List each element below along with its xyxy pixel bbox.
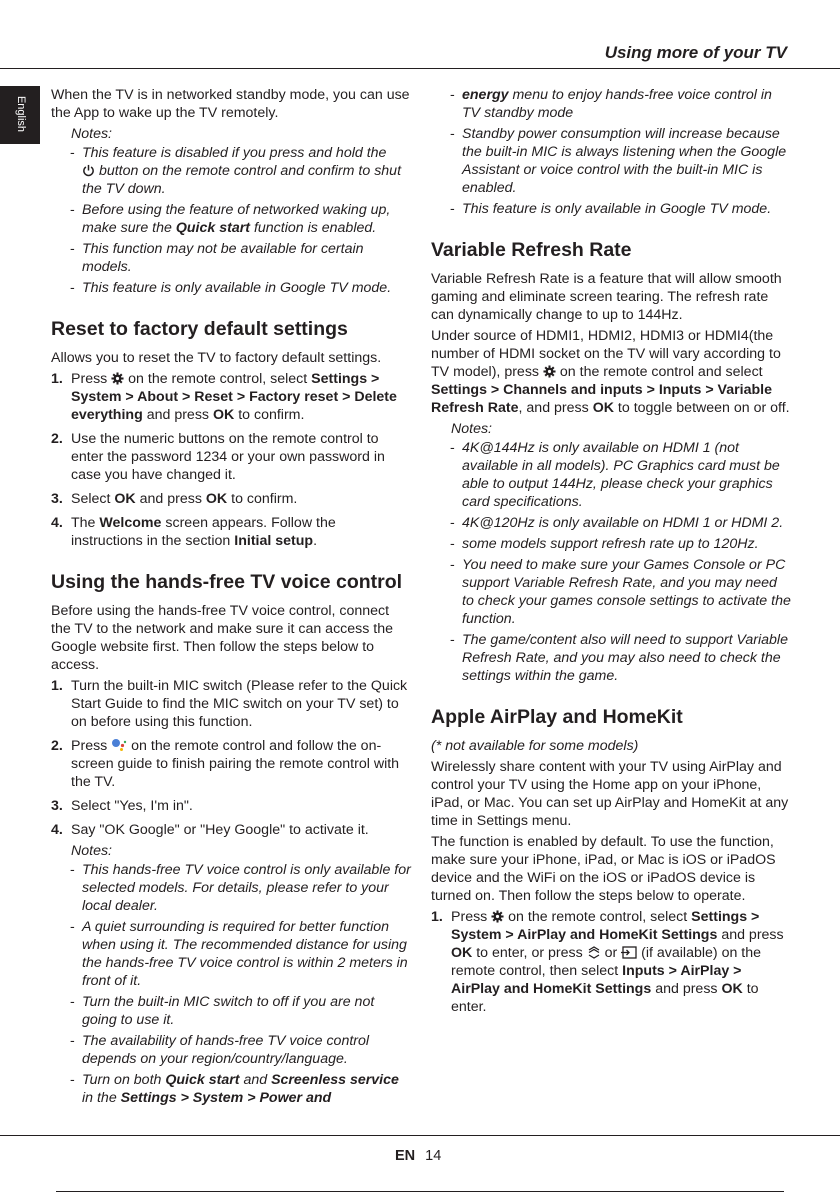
note-item: - This function may not be available for certain models. — [51, 240, 411, 276]
notes-title: Notes: — [71, 843, 113, 859]
airplay-intro: Wirelessly share content with your TV using AirPlay and control your TV using the Home app on your iPhone, iPad, or Mac. You can set up AirPlay and HomeKit at any time in Settings menu. — [431, 759, 789, 829]
note-item: - The game/content also will need to support Variable Refresh Rate, and you may also need to check the settings within the game. — [431, 631, 791, 685]
note-item: - Before using the feature of networked waking up, make sure the Quick start function is enabled. — [51, 201, 411, 237]
voice-heading: Using the hands-free TV voice control — [51, 571, 403, 593]
step-item: 4. Say "OK Google" or "Hey Google" to activate it. Notes: - This hands-free TV voice control is only available for selected models. For details, please refer to your local dealer. - A quiet surrounding is required for better function when using it. The recommended distance for using the hands-free TV voice control is within 2 meters in front of it. - Turn the built-in MIC switch to off if you are not going to use it. - The availability of hands-free TV voice control depends on your region/country/language. - Turn on both Quick start and Screenless service in the Settings > System > Power and — [51, 821, 411, 1107]
notes-list — [51, 144, 411, 297]
step-item: 1. Turn the built-in MIC switch (Please refer to the Quick Start Guide to find the MIC switch on your TV set) to on before using this function. — [51, 678, 408, 730]
note-item: - This feature is only available in Google TV mode. — [431, 200, 791, 218]
airplay-enable-info: The function is enabled by default. To use the function, make sure your iPhone, iPad, or Mac is iOS or iPadOS device and the WiFi on the iOS or iPadOS device is turned on. Then follow the steps below to operate. — [431, 834, 776, 904]
input-button-icon — [621, 946, 637, 959]
airplay-heading: Apple AirPlay and HomeKit — [431, 706, 683, 728]
gear-icon — [543, 365, 556, 378]
page-number: EN 14 — [395, 1148, 442, 1164]
airplay-availability-note: (* not available for some models) — [431, 738, 639, 754]
step-item: 2. Press on the remote control and follow the on-screen guide to finish pairing the remote control with the TV. — [51, 738, 400, 790]
page-header-title: Using more of your TV — [604, 43, 787, 62]
note-item: - Turn on both Quick start and Screenless service in the Settings > System > Power and — [71, 1071, 411, 1107]
reset-steps — [51, 370, 411, 550]
step-item: 1. Press on the remote control, select Settings > System > AirPlay and HomeKit Settings and press OK to enter, or press or (if available) on the remote control, then select Inputs > AirPlay > AirPlay and HomeKit Settings and press OK to enter. — [431, 909, 784, 1015]
vrr-heading: Variable Refresh Rate — [431, 239, 632, 261]
step-item: 3. Select OK and press OK to confirm. — [51, 491, 298, 507]
notes-list-continued — [431, 86, 791, 218]
note-item: - energy menu to enjoy hands-free voice control in TV standby mode — [431, 86, 791, 122]
language-tab — [0, 86, 40, 144]
vrr-instructions: Under source of HDMI1, HDMI2, HDMI3 or HDMI4(the number of HDMI socket on the TV will vary according to TV model), press on the remote control and select Settings > Channels and inputs > Inputs > Variable Refresh Rate, and press OK to toggle between on or off. — [431, 328, 790, 416]
header-divider — [0, 68, 840, 69]
note-item: - some models support refresh rate up to 120Hz. — [431, 535, 791, 553]
note-item: - 4K@120Hz is only available on HDMI 1 or HDMI 2. — [431, 514, 791, 532]
input-source-icon — [587, 946, 601, 959]
step-item: 2. Use the numeric buttons on the remote control to enter the password 1234 or your own password in case you have changed it. — [51, 431, 385, 483]
note-item: - This hands-free TV voice control is only available for selected models. For details, please refer to your local dealer. — [71, 861, 411, 915]
voice-steps — [51, 677, 411, 1107]
airplay-steps — [431, 908, 791, 1016]
language-tab-label: English — [15, 95, 27, 133]
note-item: - This feature is only available in Google TV mode. — [51, 279, 411, 297]
notes-title: Notes: — [71, 126, 113, 142]
note-item: - 4K@144Hz is only available on HDMI 1 (not available in all models). PC Graphics card must be able to output 144Hz, please check your graphics card specifications. — [431, 439, 791, 511]
reset-intro: Allows you to reset the TV to factory default settings. — [51, 350, 382, 366]
step-item: 1. Press on the remote control, select Settings > System > About > Reset > Factory reset > Delete everything and press OK to confirm. — [51, 371, 397, 423]
notes-list — [431, 439, 791, 685]
note-item: - Standby power consumption will increase because the built-in MIC is always listening when the Google Assistant or voice control with the built-in MIC is enabled. — [431, 125, 791, 197]
note-item: - This feature is disabled if you press and hold the button on the remote control and confirm to shut the TV down. — [51, 144, 411, 198]
footer-divider — [0, 1135, 840, 1136]
gear-icon — [111, 372, 124, 385]
networked-standby-intro: When the TV is in networked standby mode, you can use the App to wake up the TV remotely. — [51, 87, 410, 121]
note-item: - The availability of hands-free TV voice control depends on your region/country/language. — [71, 1032, 411, 1068]
vrr-intro: Variable Refresh Rate is a feature that will allow smooth gaming and eliminate screen tearing. The refresh rate can dynamically change to up to 144Hz. — [431, 271, 782, 323]
notes-list — [71, 861, 411, 1107]
right-column — [431, 86, 791, 1022]
note-item: - You need to make sure your Games Console or PC support Variable Refresh Rate, and you may need to check your games console settings to activate the function. — [431, 556, 791, 628]
power-icon — [82, 164, 95, 177]
step-item: 3. Select "Yes, I'm in". — [51, 798, 193, 814]
step-item: 4. The Welcome screen appears. Follow the instructions in the section Initial setup. — [51, 515, 336, 549]
gear-icon — [491, 910, 504, 923]
note-item: - A quiet surrounding is required for better function when using it. The recommended distance for using the hands-free TV voice control is within 2 meters in front of it. — [71, 918, 411, 990]
notes-title: Notes: — [451, 421, 493, 437]
reset-heading: Reset to factory default settings — [51, 318, 348, 340]
google-assistant-icon — [111, 738, 127, 752]
voice-intro: Before using the hands-free TV voice control, connect the TV to the network and make sure it can access the Google website first. Then follow the steps below to access. — [51, 603, 393, 673]
note-item: - Turn the built-in MIC switch to off if you are not going to use it. — [71, 993, 411, 1029]
left-column — [51, 86, 411, 1113]
